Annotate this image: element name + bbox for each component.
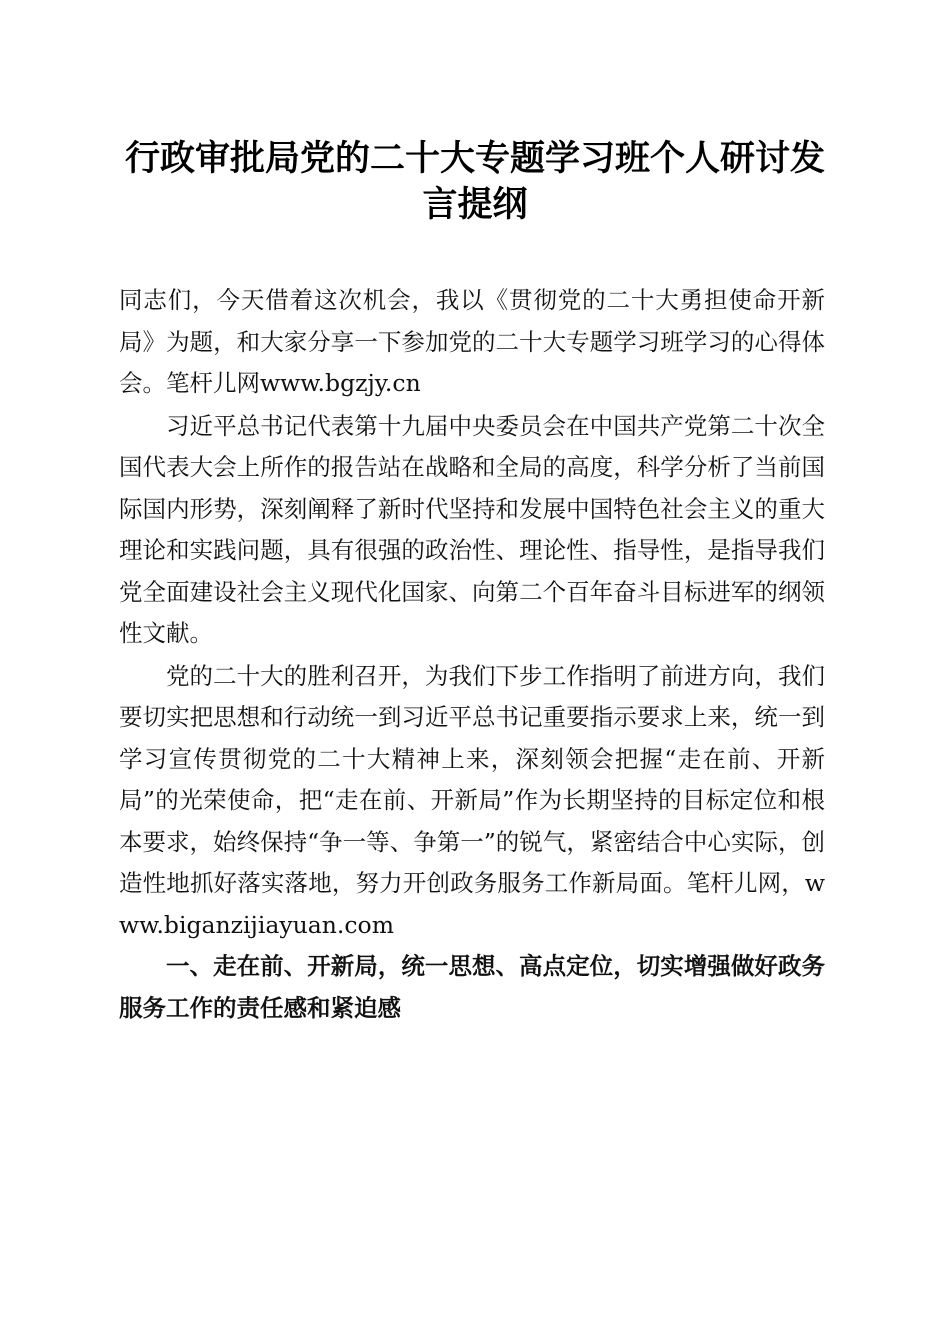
section-heading-one: 一、走在前、开新局，统一思想、高点定位，切实增强做好政务服务工作的责任感和紧迫感 bbox=[119, 952, 825, 1022]
document-title: 行政审批局党的二十大专题学习班个人研讨发言提纲 bbox=[124, 138, 825, 225]
paragraph-report-summary: 习近平总书记代表第十九届中央委员会在中国共产党第二十次全国代表大会上所作的报告站在战略和全局的高度，科学分析了当前国际国内形势，深刻阐释了新时代坚持和发展中国特色社会主义的重大理论和实践问题，具有很强的政治性、理论性、指导性，是指导我们党全面建设社会主义现代化国家、向第二个百年奋斗目标进军的纲领性文献。 bbox=[119, 411, 825, 647]
document-body bbox=[119, 280, 825, 1029]
paragraph-intro: 同志们，今天借着这次机会，我以《贯彻党的二十大勇担使命开新局》为题，和大家分享一下参加党的二十大专题学习班学习的心得体会。笔杆儿网www.bgzjy.cn bbox=[119, 286, 825, 397]
paragraph-work-direction: 党的二十大的胜利召开，为我们下步工作指明了前进方向，我们要切实把思想和行动统一到习近平总书记重要指示要求上来，统一到学习宣传贯彻党的二十大精神上来，深刻领会把握“走在前、开新局”的光荣使命，把“走在前、开新局”作为长期坚持的目标定位和根本要求，始终保持“争一等、争第一”的锐气，紧密结合中心实际，创造性地抓好落实落地，努力开创政务服务工作新局面。笔杆儿网，www.biganzijiayuan.com bbox=[119, 661, 825, 939]
